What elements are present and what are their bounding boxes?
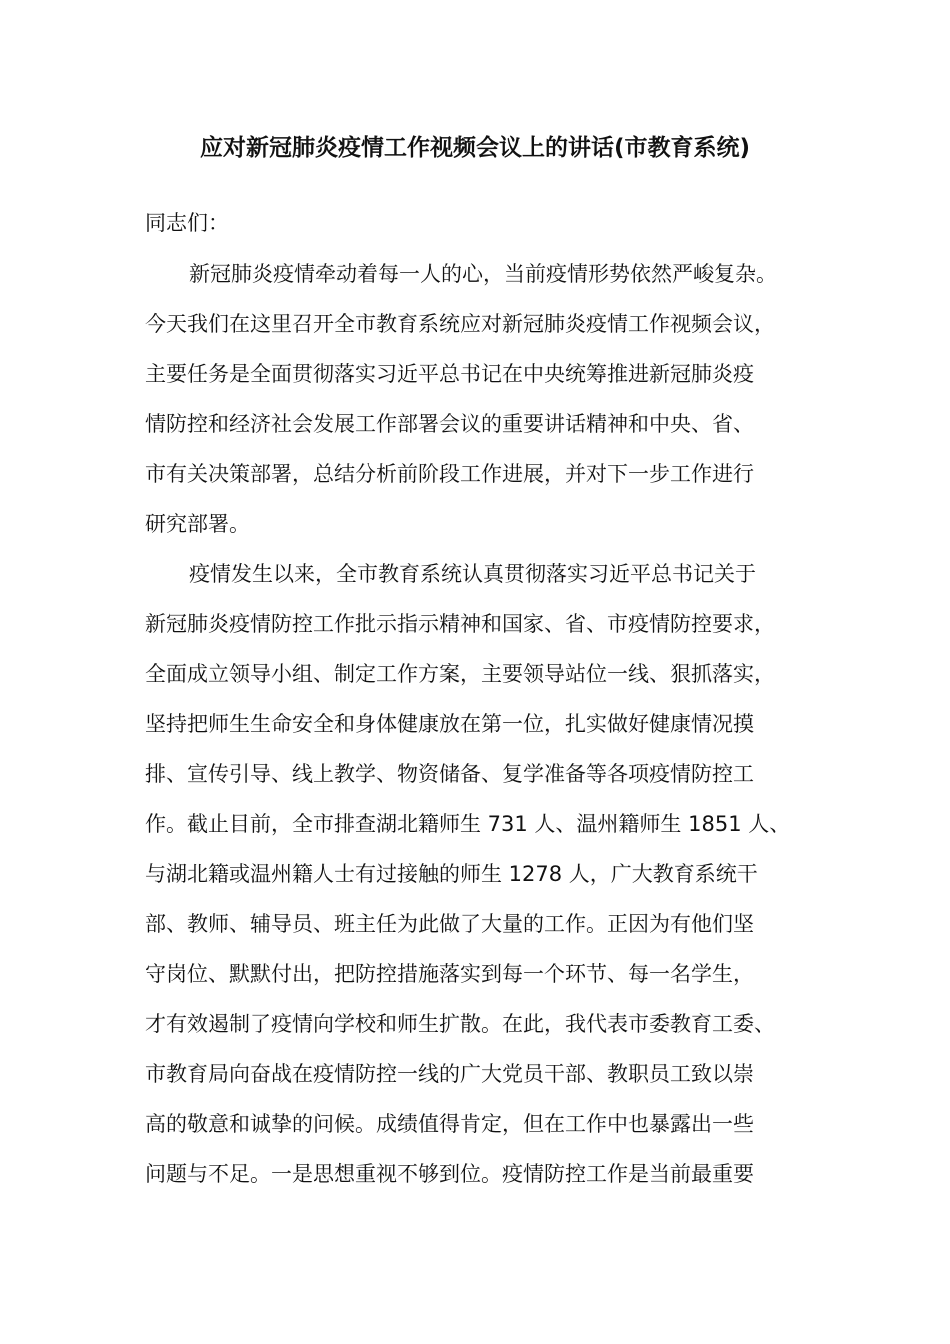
paragraph-line: 与湖北籍或温州籍人士有过接触的师生 1278 人，广大教育系统干 (145, 862, 758, 886)
document-title: 应对新冠肺炎疫情工作视频会议上的讲话(市教育系统) (199, 135, 751, 161)
paragraph-1 (145, 249, 815, 549)
paragraph-line: 才有效遏制了疫情向学校和师生扩散。在此，我代表市委教育工委、 (145, 1012, 775, 1036)
paragraph-line: 排、宣传引导、线上教学、物资储备、复学准备等各项疫情防控工 (145, 762, 754, 786)
paragraph-line: 高的敬意和诚挚的问候。成绩值得肯定，但在工作中也暴露出一些 (145, 1112, 754, 1136)
paragraph-2 (145, 549, 815, 1199)
salutation: 同志们： (145, 211, 229, 235)
paragraph-line: 新冠肺炎疫情防控工作批示指示精神和国家、省、市疫情防控要求， (145, 612, 775, 636)
paragraph-line: 市有关决策部署，总结分析前阶段工作进展，并对下一步工作进行 (145, 462, 754, 486)
paragraph-line: 部、教师、辅导员、班主任为此做了大量的工作。正因为有他们坚 (145, 912, 754, 936)
paragraph-line: 研究部署。 (145, 512, 250, 536)
paragraph-line: 市教育局向奋战在疫情防控一线的广大党员干部、教职员工致以崇 (145, 1062, 754, 1086)
paragraph-line: 坚持把师生生命安全和身体健康放在第一位，扎实做好健康情况摸 (145, 712, 754, 736)
paragraph-line: 问题与不足。一是思想重视不够到位。疫情防控工作是当前最重要 (145, 1162, 754, 1186)
paragraph-line: 作。截止目前，全市排查湖北籍师生 731 人、温州籍师生 1851 人、 (145, 812, 791, 836)
paragraph-line: 疫情发生以来，全市教育系统认真贯彻落实习近平总书记关于 (189, 562, 756, 586)
paragraph-line: 守岗位、默默付出，把防控措施落实到每一个环节、每一名学生， (145, 962, 754, 986)
paragraph-line: 今天我们在这里召开全市教育系统应对新冠肺炎疫情工作视频会议， (145, 312, 775, 336)
paragraph-line: 全面成立领导小组、制定工作方案，主要领导站位一线、狠抓落实， (145, 662, 775, 686)
paragraph-line: 新冠肺炎疫情牵动着每一人的心，当前疫情形势依然严峻复杂。 (189, 262, 777, 286)
paragraph-line: 情防控和经济社会发展工作部署会议的重要讲话精神和中央、省、 (145, 412, 754, 436)
paragraph-line: 主要任务是全面贯彻落实习近平总书记在中央统筹推进新冠肺炎疫 (145, 362, 754, 386)
